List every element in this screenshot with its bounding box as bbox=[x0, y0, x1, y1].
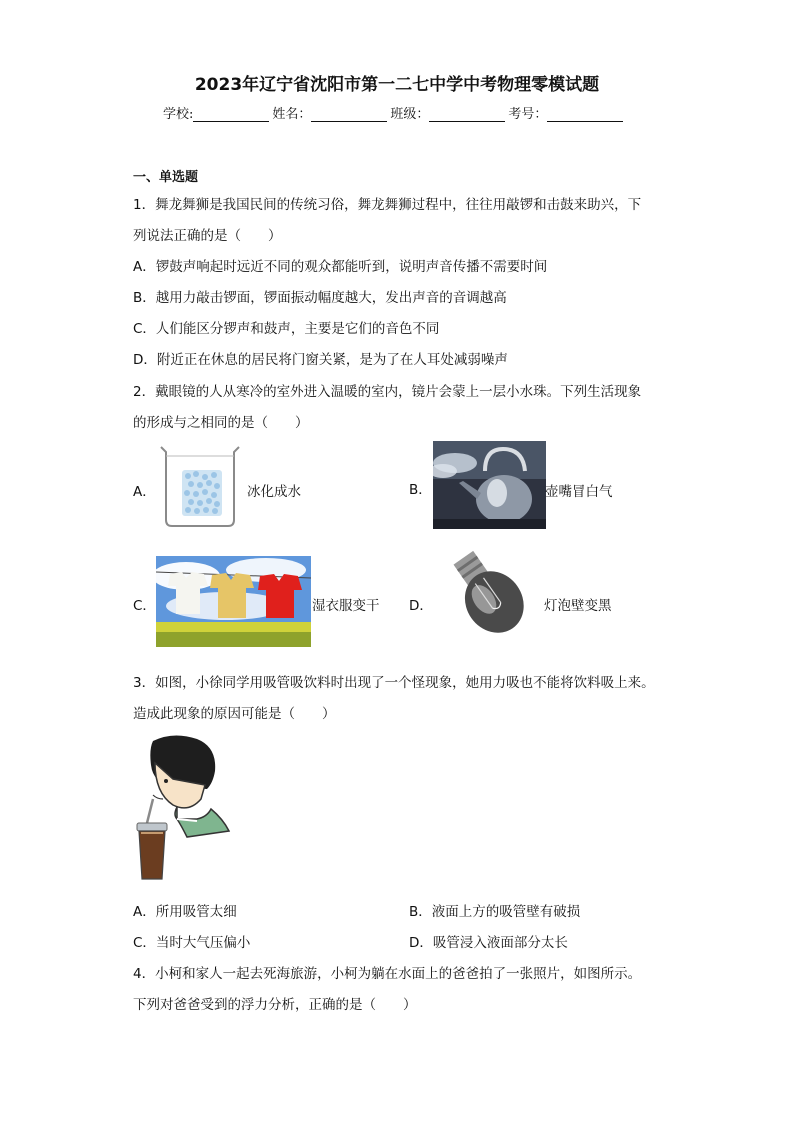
q2-option-c-letter[interactable]: C． bbox=[133, 598, 156, 614]
q3-option-c[interactable]: C．当时大气压偏小 bbox=[133, 935, 251, 951]
name-blank[interactable] bbox=[311, 107, 387, 122]
boy-drinking-straw-image bbox=[133, 733, 231, 883]
q2-stem-line2: 的形成与之相同的是（ ） bbox=[133, 415, 309, 431]
q1-option-c[interactable]: C．人们能区分锣声和鼓声，主要是它们的音色不同 bbox=[133, 321, 440, 337]
q3-stem-line2: 造成此现象的原因可能是（ ） bbox=[133, 706, 336, 722]
beaker-ice-image bbox=[158, 444, 242, 528]
q1-option-d[interactable]: D．附近正在休息的居民将门窗关紧，是为了在人耳处减弱噪声 bbox=[133, 352, 508, 368]
exam-title: 2023年辽宁省沈阳市第一二七中学中考物理零模试题 bbox=[194, 75, 600, 95]
q1-stem-line2: 列说法正确的是（ ） bbox=[133, 228, 282, 244]
exam-number-blank[interactable] bbox=[547, 107, 623, 122]
q2-option-d-letter[interactable]: D． bbox=[409, 598, 433, 614]
q3-option-a[interactable]: A．所用吸管太细 bbox=[133, 904, 237, 920]
kettle-steam-image bbox=[433, 441, 546, 529]
student-info-row bbox=[163, 103, 626, 122]
q3-option-d[interactable]: D．吸管浸入液面部分太长 bbox=[409, 935, 568, 951]
q1-option-a[interactable]: A．锣鼓声响起时远近不同的观众都能听到，说明声音传播不需要时间 bbox=[133, 259, 548, 275]
q2-option-b-caption: 壶嘴冒白气 bbox=[545, 484, 613, 500]
q3-stem-line1: 3．如图，小徐同学用吸管吸饮料时出现了一个怪现象，她用力吸也不能将饮料吸上来。 bbox=[133, 675, 655, 691]
q4-stem-line2: 下列对爸爸受到的浮力分析，正确的是（ ） bbox=[133, 997, 417, 1013]
q1-stem-line1: 1．舞龙舞狮是我国民间的传统习俗，舞龙舞狮过程中，往往用敲锣和击鼓来助兴，下 bbox=[133, 197, 642, 213]
section-heading: 一、单选题 bbox=[133, 170, 199, 185]
school-blank[interactable] bbox=[193, 107, 269, 122]
q2-option-a-caption: 冰化成水 bbox=[247, 484, 301, 500]
exam-number-label: 考号： bbox=[508, 107, 548, 122]
class-blank[interactable] bbox=[429, 107, 505, 122]
q2-option-a-letter[interactable]: A． bbox=[133, 484, 156, 500]
q2-option-b-letter[interactable]: B． bbox=[409, 482, 432, 498]
class-label: 班级： bbox=[390, 107, 430, 122]
q2-option-c-caption: 湿衣服变干 bbox=[312, 598, 380, 614]
q1-option-b[interactable]: B．越用力敲击锣面，锣面振动幅度越大，发出声音的音调越高 bbox=[133, 290, 507, 306]
q2-option-d-caption: 灯泡壁变黑 bbox=[544, 598, 612, 614]
q4-stem-line1: 4．小柯和家人一起去死海旅游，小柯为躺在水面上的爸爸拍了一张照片，如图所示。 bbox=[133, 966, 642, 982]
drying-clothes-image bbox=[156, 556, 311, 647]
q2-stem-line1: 2．戴眼镜的人从寒冷的室外进入温暖的室内，镜片会蒙上一层小水珠。下列生活现象 bbox=[133, 384, 642, 400]
blackened-bulb-image bbox=[433, 546, 543, 640]
name-label: 姓名： bbox=[272, 107, 312, 122]
school-label: 学校: bbox=[163, 107, 194, 122]
q3-option-b[interactable]: B．液面上方的吸管壁有破损 bbox=[409, 904, 581, 920]
